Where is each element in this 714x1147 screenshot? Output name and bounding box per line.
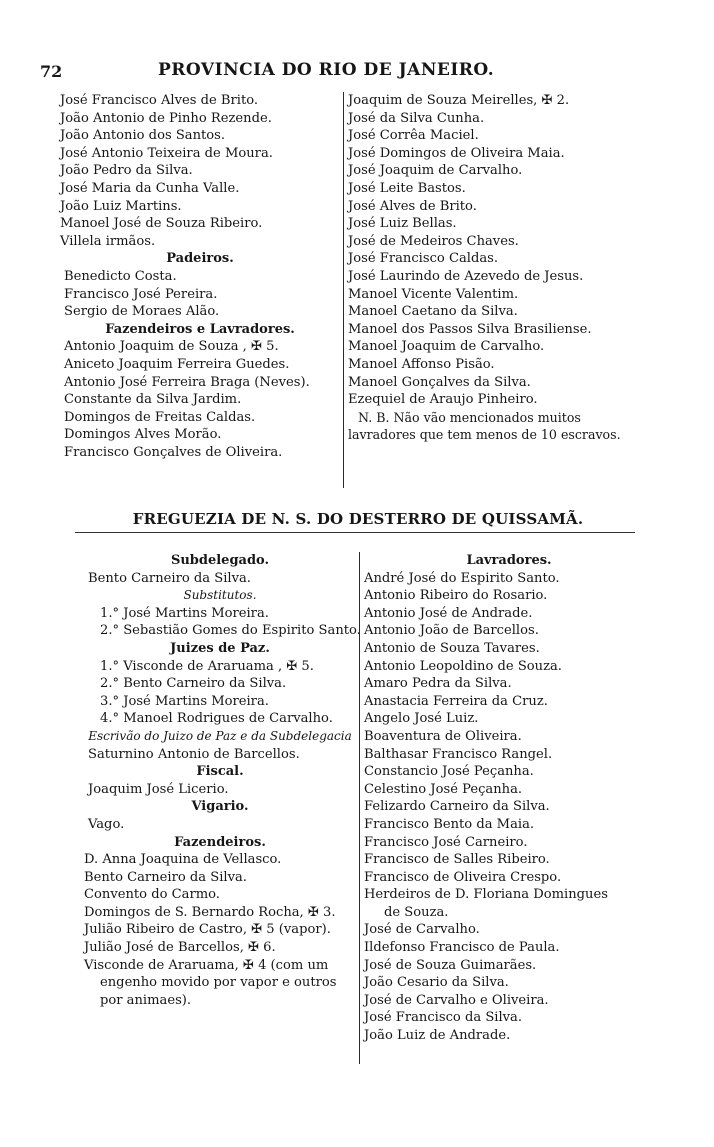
list-item: José Francisco Alves de Brito.: [60, 93, 259, 108]
list-item: Manoel Vicente Valentim.: [348, 286, 519, 302]
list-item: João Luiz Martins.: [60, 198, 182, 214]
list-item: Herdeiros de D. Floriana Domingues: [364, 887, 608, 903]
list-item: Joaquim de Souza Meirelles, ✠ 2.: [348, 93, 570, 108]
list-item: Antonio João de Barcellos.: [364, 623, 539, 639]
list-item: Ildefonso Francisco de Paula.: [364, 940, 560, 956]
section-heading: Padeiros.: [166, 251, 234, 267]
list-item: João Antonio dos Santos.: [60, 128, 226, 144]
list-item: Visconde de Araruama, ✠ 4 (com um: [84, 957, 329, 973]
list-item: Manoel José de Souza Ribeiro.: [60, 216, 263, 232]
section-heading: Vigario.: [191, 799, 249, 815]
section-heading: Fiscal.: [196, 764, 244, 780]
list-item: José Maria da Cunha Valle.: [60, 180, 240, 196]
list-item: José Corrêa Maciel.: [348, 128, 479, 144]
list-item: Celestino José Peçanha.: [364, 781, 523, 797]
list-item: Ezequiel de Araujo Pinheiro.: [348, 392, 538, 408]
list-item: Domingos de S. Bernardo Rocha, ✠ 3.: [84, 904, 336, 920]
list-item: José Domingos de Oliveira Maia.: [348, 145, 565, 161]
list-item: Antonio Joaquim de Souza , ✠ 5.: [64, 339, 279, 355]
list-item: Angelo José Luiz.: [364, 711, 479, 727]
list-item: André José do Espirito Santo.: [364, 570, 560, 586]
section-heading: Lavradores.: [466, 553, 552, 568]
list-item: Julião José de Barcellos, ✠ 6.: [84, 940, 276, 956]
list-item: Bento Carneiro da Silva.: [84, 869, 247, 885]
bottom-right-column: [364, 552, 654, 1045]
list-item: Joaquim José Licerio.: [88, 781, 229, 797]
bottom-column-divider: [359, 552, 360, 1064]
list-item: Antonio Ribeiro do Rosario.: [364, 588, 548, 604]
section-heading: Escrivão do Juizo de Paz e da Subdelegacia: [88, 728, 352, 743]
list-item: José da Silva Cunha.: [348, 110, 485, 126]
list-item: Manoel Joaquim de Carvalho.: [348, 339, 545, 355]
list-item: Manoel Caetano da Silva.: [348, 304, 518, 320]
list-item: Francisco Bento da Maia.: [364, 816, 535, 832]
list-item: Constancio José Peçanha.: [364, 764, 534, 780]
list-item: Boaventura de Oliveira.: [364, 728, 522, 744]
section-heading: Fazendeiros e Lavradores.: [105, 321, 295, 337]
list-item: Saturnino Antonio de Barcellos.: [88, 746, 300, 762]
list-item: 1.° José Martins Moreira.: [100, 605, 269, 621]
section-heading: Substitutos.: [183, 588, 257, 603]
list-item: Manoel Gonçalves da Silva.: [348, 374, 531, 390]
list-item: por animaes).: [100, 992, 192, 1008]
list-item: José Francisco da Silva.: [364, 1010, 523, 1026]
list-item: José Laurindo de Azevedo de Jesus.: [348, 268, 584, 284]
section-divider: [75, 532, 635, 533]
page-header: [40, 60, 680, 86]
list-item: Francisco Gonçalves de Oliveira.: [64, 444, 283, 460]
list-item: 2.° Sebastião Gomes do Espirito Santo.: [100, 623, 361, 639]
list-item: Felizardo Carneiro da Silva.: [364, 799, 550, 815]
list-item: engenho movido por vapor e outros: [100, 975, 337, 991]
list-item: Domingos Alves Morão.: [64, 427, 222, 443]
list-item: Francisco de Salles Ribeiro.: [364, 852, 550, 868]
list-item: Benedicto Costa.: [64, 268, 177, 284]
list-item: Julião Ribeiro de Castro, ✠ 5 (vapor).: [84, 922, 331, 938]
top-right-column: [348, 92, 638, 444]
bottom-left-column: [80, 552, 360, 1009]
page-number: 72: [40, 62, 63, 81]
top-column-divider: [343, 92, 344, 488]
list-item: José de Souza Guimarães.: [364, 957, 537, 973]
list-item: Francisco José Carneiro.: [364, 834, 528, 850]
list-item: João Pedro da Silva.: [60, 163, 193, 179]
list-item: Antonio José Ferreira Braga (Neves).: [64, 374, 310, 390]
list-item: João Cesario da Silva.: [364, 975, 509, 991]
section-heading: Fazendeiros.: [174, 834, 266, 850]
list-item: José Luiz Bellas.: [348, 216, 457, 232]
list-item: Convento do Carmo.: [84, 887, 220, 903]
list-item: 1.° Visconde de Araruama , ✠ 5.: [100, 658, 314, 674]
list-item: D. Anna Joaquina de Vellasco.: [84, 852, 282, 868]
list-item: de Souza.: [384, 904, 449, 920]
page-title: PROVINCIA DO RIO DE JANEIRO.: [158, 60, 495, 80]
top-left-column: [60, 92, 340, 461]
list-item: Francisco de Oliveira Crespo.: [364, 869, 562, 885]
list-item: 3.° José Martins Moreira.: [100, 693, 269, 709]
section-heading: Juizes de Paz.: [170, 640, 270, 656]
list-item: Manoel dos Passos Silva Brasiliense.: [348, 321, 592, 337]
list-item: Constante da Silva Jardim.: [64, 392, 242, 408]
list-item: Amaro Pedra da Silva.: [364, 676, 512, 692]
list-item: 4.° Manoel Rodrigues de Carvalho.: [100, 711, 333, 727]
list-item: José Antonio Teixeira de Moura.: [60, 145, 273, 161]
list-item: 2.° Bento Carneiro da Silva.: [100, 676, 287, 692]
list-item: José Leite Bastos.: [348, 180, 466, 196]
footnote: N. B. Não vão mencionados muitos lavradores que tem menos de 10 escravos.: [348, 409, 621, 443]
list-item: Antonio Leopoldino de Souza.: [364, 658, 562, 674]
list-item: Domingos de Freitas Caldas.: [64, 409, 256, 425]
list-item: João Luiz de Andrade.: [364, 1028, 511, 1044]
list-item: João Antonio de Pinho Rezende.: [60, 110, 272, 126]
list-item: Antonio de Souza Tavares.: [364, 640, 540, 656]
list-item: Balthasar Francisco Rangel.: [364, 746, 553, 762]
list-item: Aniceto Joaquim Ferreira Guedes.: [64, 356, 290, 372]
list-item: José de Medeiros Chaves.: [348, 233, 519, 249]
list-item: José Alves de Brito.: [348, 198, 477, 214]
list-item: José de Carvalho e Oliveira.: [364, 992, 549, 1008]
list-item: Anastacia Ferreira da Cruz.: [364, 693, 548, 709]
list-item: José de Carvalho.: [364, 922, 480, 938]
list-item: José Joaquim de Carvalho.: [348, 163, 523, 179]
list-item: Vago.: [88, 816, 125, 832]
list-item: José Francisco Caldas.: [348, 251, 499, 267]
list-item: Francisco José Pereira.: [64, 286, 218, 302]
list-item: Sergio de Moraes Alão.: [64, 304, 220, 320]
list-item: Villela irmãos.: [60, 233, 156, 249]
section-heading: Subdelegado.: [170, 553, 270, 568]
list-item: Bento Carneiro da Silva.: [88, 570, 251, 586]
section-title: FREGUEZIA DE N. S. DO DESTERRO DE QUISSAMÃ.: [132, 510, 584, 528]
list-item: Antonio José de Andrade.: [364, 605, 533, 621]
list-item: Manoel Affonso Pisão.: [348, 356, 495, 372]
